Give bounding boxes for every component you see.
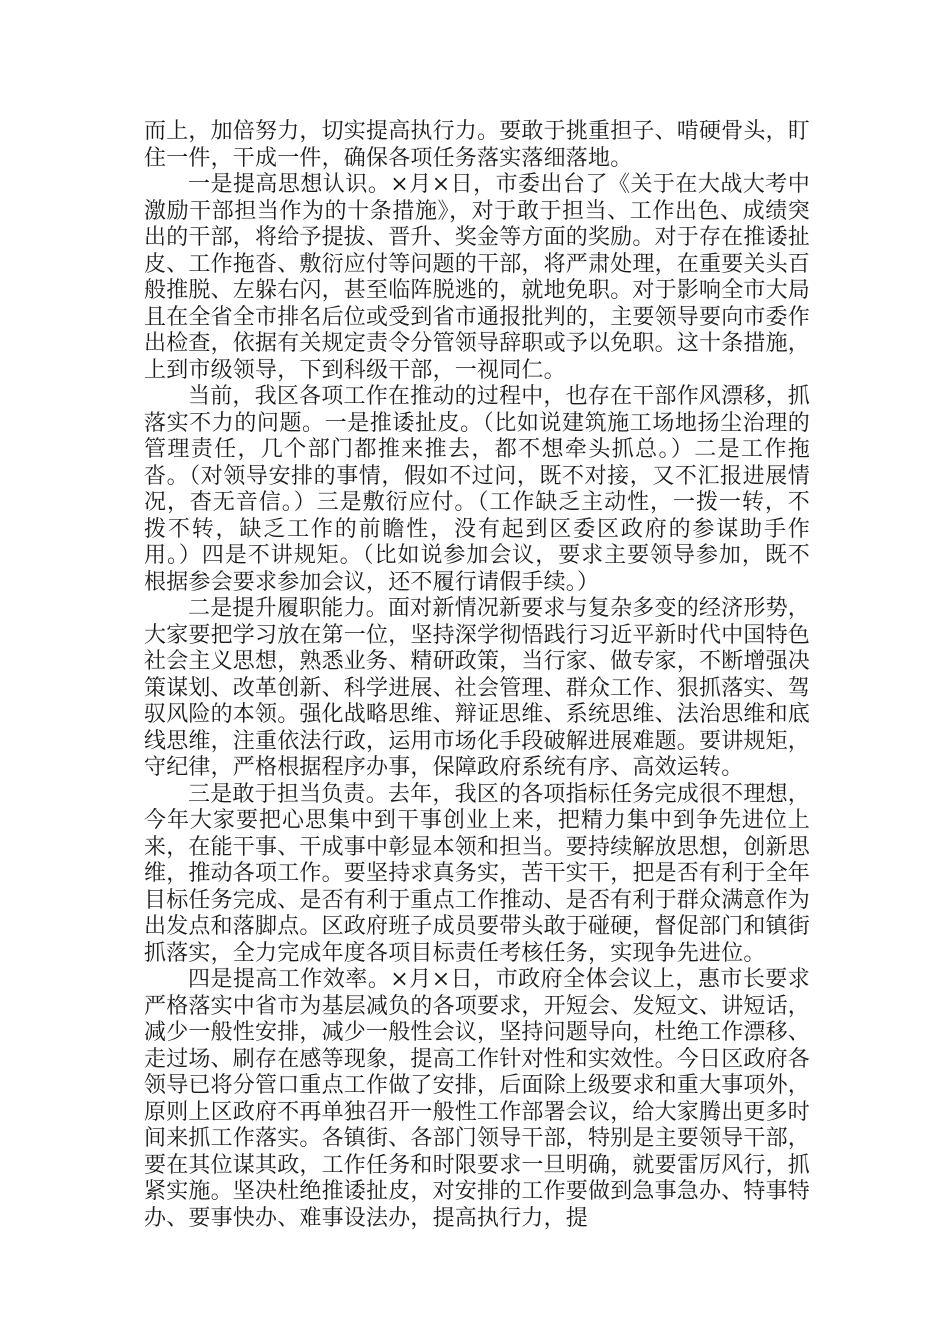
paragraph-continuation: 而上，加倍努力，切实提高执行力。要敢于挑重担子、啃硬骨头，盯住一件，干成一件，确保各项任务落实落细落地。 [144,119,811,171]
document-body [144,119,810,1232]
paragraph-point-three: 三是敢于担当负责。去年，我区的各项指标任务完成很不理想，今年大家要把心思集中到干事创业上来，把精力集中到争先进位上来，在能干事、干成事中彰显本领和担当。要持续解放思想，创新思维，推动各项工作。要坚持求真务实，苦干实干，把是否有利于全年目标任务完成、是否有利于重点工作推动、是否有利于群众满意作为出发点和落脚点。区政府班子成员要带头敢于碰硬，督促部门和镇街抓落实，全力完成年度各项目标责任考核任务，实现争先进位。 [144,781,811,966]
paragraph-current-problems: 当前，我区各项工作在推动的过程中，也存在干部作风漂移，抓落实不力的问题。一是推诿扯皮。（比如说建筑施工场地扬尘治理的管理责任，几个部门都推来推去，都不想牵头抓总。）二是工作拖沓。（对领导安排的事情，假如不过问，既不对接，又不汇报进展情况，杳无音信。）三是敷衍应付。（工作缺乏主动性，一拨一转，不拨不转，缺乏工作的前瞻性，没有起到区委区政府的参谋助手作用。）四是不讲规矩。（比如说参加会议，要求主要领导参加，既不根据参会要求参加会议，还不履行请假手续。） [144,384,810,595]
paragraph-point-four: 四是提高工作效率。×月×日，市政府全体会议上，惠市长要求严格落实中省市为基层减负的各项要求，开短会、发短文、讲短话，减少一般性安排，减少一般性会议，坚持问题导向，杜绝工作漂移、走过场、刷存在感等现象，提高工作针对性和实效性。今日区政府各领导已将分管口重点工作做了安排，后面除上级要求和重大事项外，原则上区政府不再单独召开一般性工作部署会议，给大家腾出更多时间来抓工作落实。各镇街、各部门领导干部，特别是主要领导干部，要在其位谋其政，工作任务和时限要求一旦明确，就要雷厉风行，抓紧实施。坚决杜绝推诿扯皮，对安排的工作要做到急事急办、特事特办、要事快办、难事设法办，提高执行力，提 [144,967,811,1231]
paragraph-point-one: 一是提高思想认识。×月×日，市委出台了《关于在大战大考中激励干部担当作为的十条措施》，对于敢于担当、工作出色、成绩突出的干部，将给予提拔、晋升、奖金等方面的奖励。对于存在推诿扯皮、工作拖沓、敷衍应付等问题的干部，将严肃处理，在重要关头百般推脱、左躲右闪，甚至临阵脱逃的，就地免职。对于影响全市大局且在全省全市排名后位或受到省市通报批判的，主要领导要向市委作出检查，依据有关规定责令分管领导辞职或予以免职。这十条措施，上到市级领导，下到科级干部，一视同仁。 [144,172,811,383]
paragraph-point-two: 二是提升履职能力。面对新情况新要求与复杂多变的经济形势，大家要把学习放在第一位，坚持深学彻悟践行习近平新时代中国特色社会主义思想，熟悉业务、精研政策，当行家、做专家，不断增强决策谋划、改革创新、科学进展、社会管理、群众工作、狠抓落实、驾驭风险的本领。强化战略思维、辩证思维、系统思维、法治思维和底线思维，注重依法行政，运用市场化手段破解进展难题。要讲规矩，守纪律，严格根据程序办事，保障政府系统有序、高效运转。 [144,596,811,780]
